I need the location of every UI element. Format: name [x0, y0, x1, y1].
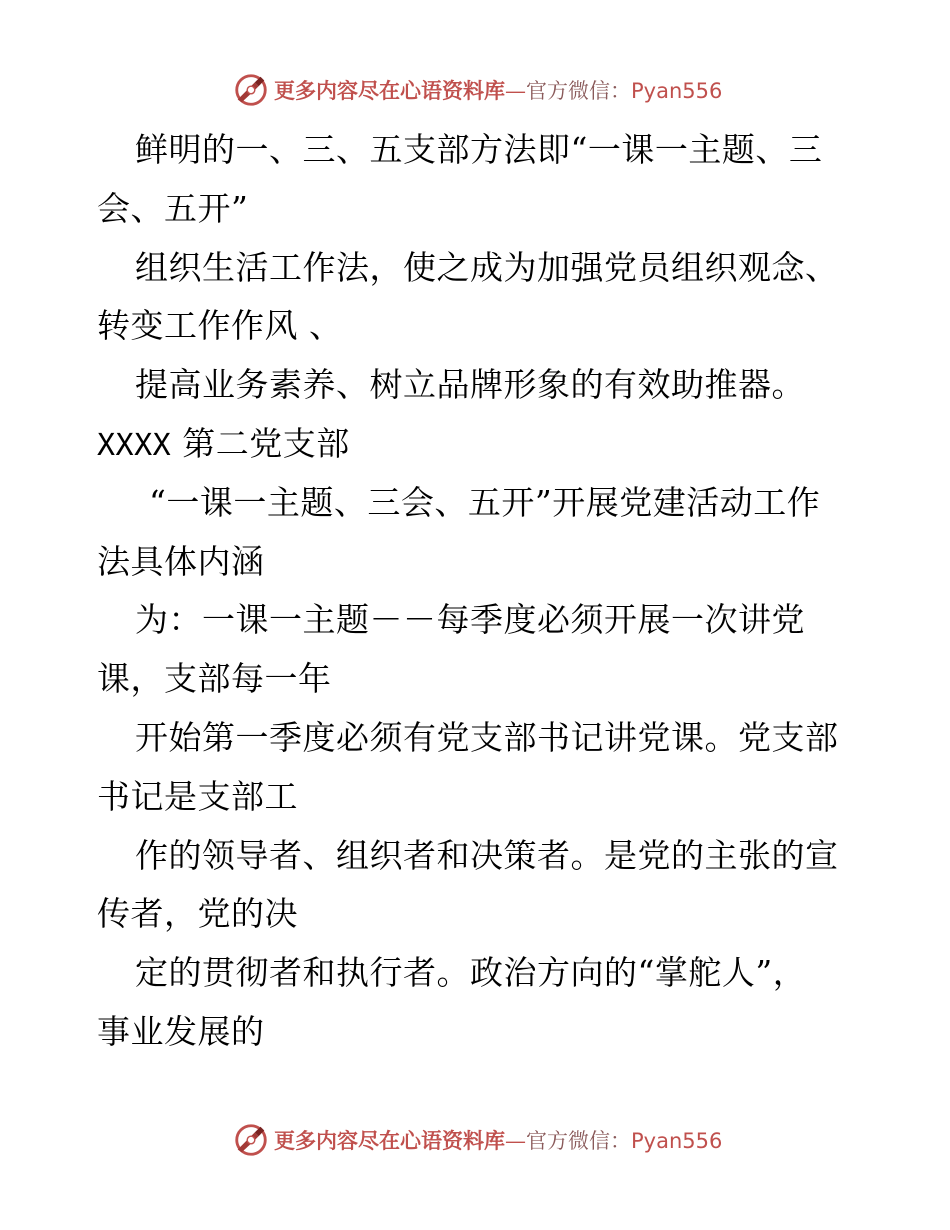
body-line-10: 课，支部每一年 — [97, 659, 332, 699]
body-line-1: 鲜明的一、三、五支部方法即“一课一主题、三 — [135, 130, 823, 169]
body-line-13: 作的领导者、组织者和决策者。是党的主张的宣 — [135, 835, 839, 875]
watermark-wechat-id: Pyan556 — [631, 79, 723, 103]
body-line-3: 组织生活工作法，使之成为加强党员组织观念、 — [135, 247, 839, 287]
body-line-8: 法具体内涵 — [97, 541, 265, 581]
document-body — [97, 121, 857, 1062]
watermark-dash: — — [505, 79, 526, 103]
watermark-brand: 更多内容尽在心语资料库 — [274, 1128, 505, 1153]
watermark-official-label: 官方微信： — [526, 79, 631, 103]
watermark-brand: 更多内容尽在心语资料库 — [274, 78, 505, 103]
body-line-11: 开始第一季度必须有党支部书记讲党课。党支部 — [135, 717, 839, 757]
watermark-official-label: 官方微信： — [526, 1129, 631, 1153]
watermark-dash: — — [505, 1129, 526, 1153]
body-line-14: 传者，党的决 — [97, 894, 298, 934]
body-line-9: 为：一课一主题－－每季度必须开展一次讲党 — [135, 600, 805, 640]
pen-circle-logo-icon — [232, 71, 270, 109]
watermark-text — [274, 75, 722, 105]
footer-watermark — [232, 1120, 722, 1160]
watermark-wechat-id: Pyan556 — [631, 1129, 723, 1153]
header-watermark — [232, 70, 722, 110]
pen-circle-logo-icon — [232, 1121, 270, 1159]
body-line-16: 事业发展的 — [97, 1011, 265, 1051]
branch-code: XXXX — [97, 427, 172, 463]
body-line-4: 转变工作作风 、 — [97, 306, 343, 346]
body-line-12: 书记是支部工 — [97, 776, 298, 816]
body-line-2: 会、五开” — [97, 188, 249, 228]
branch-name: 第二党支部 — [182, 423, 350, 463]
body-line-7: “一课一主题、三会、五开”开展党建活动工作 — [149, 482, 821, 522]
body-line-5: 提高业务素养、树立品牌形象的有效助推器。 — [135, 365, 805, 405]
body-line-6 — [97, 415, 857, 474]
watermark-text — [274, 1125, 722, 1155]
body-line-15: 定的贯彻者和执行者。政治方向的“掌舵人”， — [135, 953, 807, 993]
